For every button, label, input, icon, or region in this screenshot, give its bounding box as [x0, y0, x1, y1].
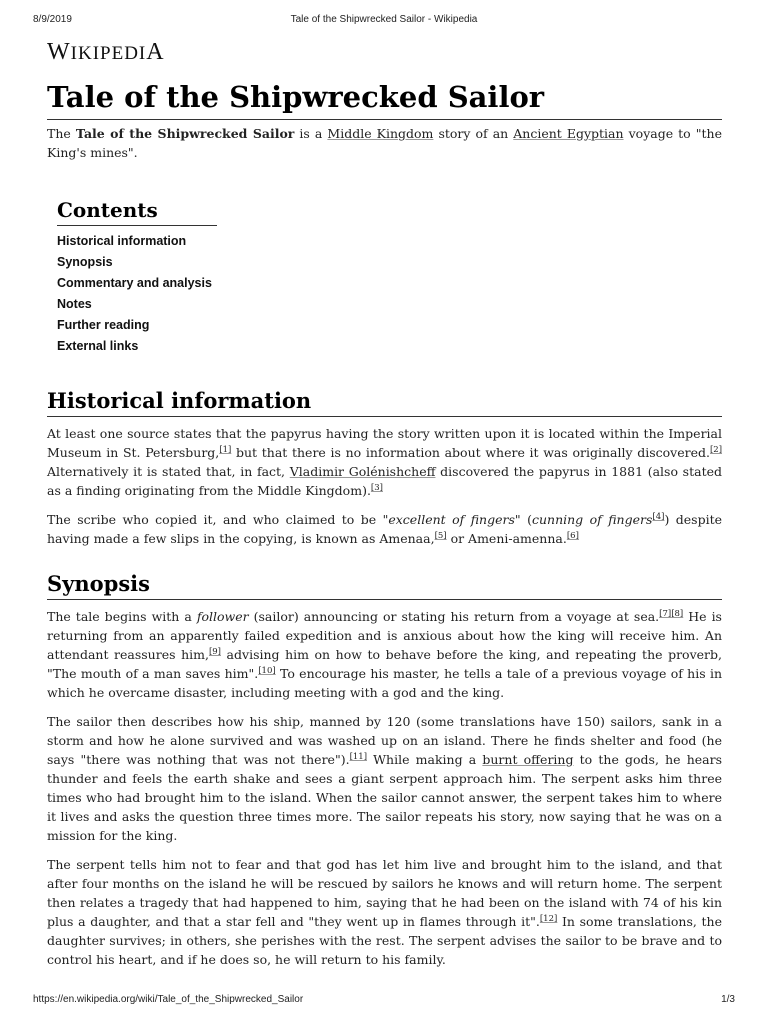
- toc-item-historical-information[interactable]: Historical information: [57, 234, 187, 248]
- ref-5[interactable]: [5]: [434, 531, 447, 541]
- ref-3[interactable]: [3]: [370, 483, 383, 493]
- historical-paragraph-1: At least one source states that the papyrus having the story written upon it is located within the Imperial Museum in St. Petersburg,[1] but that there is no information about where it was originally discovered.[2] Alternatively it is stated that, in fact, Vladimir Golénishcheff discovered the papyrus in 1881 (also stated as a finding originating from the Middle Kingdom).[3]: [47, 426, 723, 498]
- ref-2[interactable]: [2]: [709, 445, 723, 455]
- ref-4[interactable]: [4]: [652, 512, 665, 522]
- print-date: 8/9/2019: [33, 14, 72, 25]
- ref-6[interactable]: [6]: [566, 531, 579, 541]
- print-url: https://en.wikipedia.org/wiki/Tale_of_the_Shipwrecked_Sailor: [33, 994, 304, 1005]
- ref-7[interactable]: [7]: [659, 609, 672, 619]
- historical-paragraph-2: The scribe who copied it, and who claimed to be "excellent of fingers" (cunning of fingers[4]) despite having made a few slips in the copying, is known as Amenaa,[5] or Ameni-amenna.[6]: [47, 512, 722, 546]
- page-title: Tale of the Shipwrecked Sailor: [47, 78, 722, 120]
- synopsis-paragraph-3: The serpent tells him not to fear and that god has let him live and brought him to the island, and that after four months on the island he will be rescued by sailors he knows and will return home. The serpent then relates a tragedy that had happened to him, saying that he had been on the island with 74 of his kin plus a daughter, and that a star fell and "they went up in flames through it".[12] In some translations, the daughter survives; in others, she perishes with the rest. The serpent advises the sailor to be brave and to control his heart, and if he does so, he will return to his family.: [47, 857, 722, 967]
- heading-synopsis: Synopsis: [47, 570, 722, 600]
- ref-11[interactable]: [11]: [349, 752, 368, 762]
- toc-title: Contents: [57, 197, 217, 226]
- synopsis-paragraph-2: The sailor then describes how his ship, manned by 120 (some translations have 150) sailors, sank in a storm and how he alone survived and was washed up on an island. There he finds shelter and food (he says "there was nothing that was not there").[11] While making a burnt offering to the gods, he hears thunder and feels the earth shake and sees a giant serpent approach him. The serpent asks him three times who had brought him to the island. When the sailor cannot answer, the serpent takes him to where it lives and asks the question three times more. The sailor repeats his story, now saying that he was on a mission for the king.: [47, 714, 723, 843]
- ref-9[interactable]: [9]: [208, 647, 221, 657]
- link-burnt-offering[interactable]: burnt offering: [482, 752, 574, 767]
- print-footer: [0, 994, 768, 1008]
- intro-bold-title: Tale of the Shipwrecked Sailor: [75, 126, 295, 141]
- print-page-title: Tale of the Shipwrecked Sailor - Wikipedia: [290, 14, 478, 25]
- print-header: [0, 14, 768, 28]
- ref-12[interactable]: [12]: [539, 914, 558, 924]
- ref-1[interactable]: [1]: [219, 445, 232, 455]
- heading-historical-information: Historical information: [47, 387, 722, 417]
- link-middle-kingdom[interactable]: Middle Kingdom: [327, 126, 434, 141]
- link-vladimir-golenishcheff[interactable]: Vladimir Golénishcheff: [289, 464, 436, 479]
- toc-item-notes[interactable]: Notes: [57, 297, 92, 311]
- link-ancient-egyptian[interactable]: Ancient Egyptian: [513, 126, 624, 141]
- toc-item-further-reading[interactable]: Further reading: [57, 318, 150, 332]
- intro-paragraph: The Tale of the Shipwrecked Sailor is a Middle Kingdom story of an Ancient Egyptian voyage to "the King's mines".: [47, 126, 722, 160]
- ref-10[interactable]: [10]: [258, 666, 276, 676]
- toc-item-synopsis[interactable]: Synopsis: [57, 255, 113, 269]
- logo-a: A: [146, 39, 165, 65]
- table-of-contents: [57, 197, 217, 357]
- logo-w: W: [47, 39, 71, 65]
- toc-item-external-links[interactable]: External links: [57, 339, 139, 353]
- logo-middle: IKIPEDI: [70, 43, 147, 64]
- synopsis-paragraph-1: The tale begins with a follower (sailor) announcing or stating his return from a voyage at sea.[7][8] He is returning from an apparently failed expedition and is anxious about how the king will receive him. An attendant reassures him,[9] advising him on how to behave before the king, and repeating the proverb, "The mouth of a man saves him".[10] To encourage his master, he tells a tale of a previous voyage of his in which he overcame disaster, including meeting with a god and the king.: [47, 609, 722, 700]
- print-page-number: 1/3: [721, 994, 735, 1005]
- wikipedia-logo[interactable]: [47, 38, 722, 66]
- article-page: [47, 38, 722, 969]
- ref-8[interactable]: [8]: [671, 609, 684, 619]
- toc-item-commentary[interactable]: Commentary and analysis: [57, 276, 212, 290]
